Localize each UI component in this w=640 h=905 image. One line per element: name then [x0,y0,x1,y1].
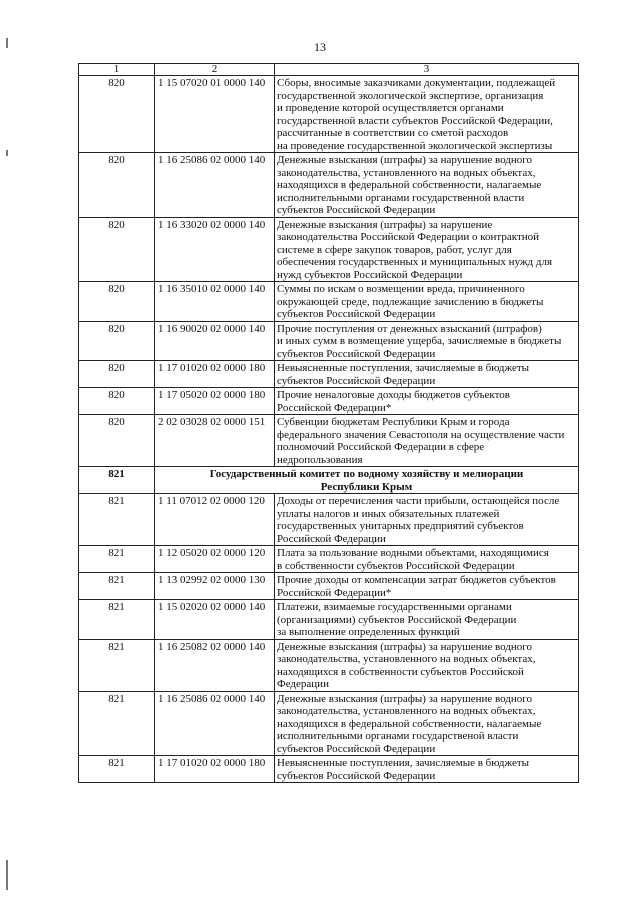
description-line: законодательства, установленного на водных объектах, [277,705,536,717]
description-line: субъектов Российской Федерации [277,769,436,782]
description-line: рассчитанные в соответствии со сметой расходов [277,127,509,139]
description-line: и иных сумм в возмещение ущерба, зачисляемые в бюджеты [277,335,562,347]
description-line: Прочие неналоговые доходы бюджетов субъектов [277,389,510,401]
description-line: законодательства, установленного на водных объектах, [277,653,536,665]
description-line: нужд субъектов Российской Федерации [277,268,463,281]
description-line: Прочие доходы от компенсации затрат бюджетов субъектов [277,574,556,586]
description-line: Денежные взыскания (штрафы) за нарушение [277,218,493,231]
description-line: законодательства, установленного на водных объектах, [277,166,536,179]
table-row [79,321,579,361]
budget-classification-code-cell: 1 16 25082 02 0000 140 [155,639,275,691]
description-line: и проведение которой осуществляется органами [277,102,504,114]
budget-classification-code-cell: 1 16 90020 02 0000 140 [155,321,275,361]
description-line: Невыясненные поступления, зачисляемые в бюджеты [277,362,530,374]
description-line: субъектов Российской Федерации [277,204,436,216]
description-line: законодательства Российской Федерации о контрактной [277,231,540,243]
description-line: федерального значения Севастополя на осуществление части [277,428,565,441]
revenue-description-cell [275,600,579,640]
table-row [79,573,579,600]
description-line: системе в сфере закупок товаров, работ, услуг для [277,243,512,256]
table-row [79,217,579,282]
table-row [79,153,579,218]
budget-classification-code-cell: 1 16 33020 02 0000 140 [155,217,275,282]
revenue-description-cell [275,573,579,600]
revenue-description-cell [275,361,579,388]
budget-classification-code-cell: 1 11 07012 02 0000 120 [155,494,275,546]
budget-classification-code-cell: 1 16 35010 02 0000 140 [155,282,275,322]
description-line: Субвенции бюджетам Республики Крым и города [277,416,510,428]
admin-code-cell: 821 [79,639,155,691]
budget-classification-code-cell: 1 17 05020 02 0000 180 [155,388,275,415]
description-line: Российской Федерации [277,532,386,545]
description-line: Денежные взыскания (штрафы) за нарушение водного [277,154,533,166]
page-number: 13 [314,40,326,54]
description-line: обеспечения государственных и муниципальных нужд для [277,256,553,268]
description-line: исполнительными органами государственной власти [277,191,525,204]
revenue-codes-table [78,63,579,783]
budget-classification-code-cell: 1 17 01020 02 0000 180 [155,361,275,388]
description-line: Сборы, вносимые заказчиками документации, подлежащей [277,77,556,89]
table-row [79,600,579,640]
description-line: недропользования [277,453,363,466]
section-title-line: Государственный комитет по водному хозяйству и мелиорации [209,468,524,480]
revenue-description-cell [275,639,579,691]
table-row [79,494,579,546]
revenue-description-cell [275,415,579,467]
description-line: Прочие поступления от денежных взысканий (штрафов) [277,322,542,335]
table-row [79,639,579,691]
description-line: государственной экологической экспертизе, организация [277,89,544,102]
description-line: Денежные взыскания (штрафы) за нарушение водного [277,640,533,653]
revenue-description-cell [275,76,579,153]
admin-code-cell: 820 [79,361,155,388]
admin-code-cell: 821 [79,573,155,600]
table-row [79,546,579,573]
column-number-row [79,64,579,76]
admin-code-cell: 820 [79,153,155,218]
description-line: субъектов Российской Федерации [277,347,436,360]
admin-code-cell: 820 [79,388,155,415]
description-line: за выполнение определенных функций [277,626,460,638]
description-line: субъектов Российской Федерации [277,308,436,320]
admin-code-cell: 820 [79,321,155,361]
description-line: Плата за пользование водными объектами, находящимися [277,547,549,559]
description-line: Российской Федерации* [277,586,392,599]
description-line: Федерации [277,678,329,690]
description-line: государственной власти субъектов Российской Федерации, [277,114,553,127]
budget-classification-code-cell: 1 16 25086 02 0000 140 [155,691,275,756]
table-row [79,76,579,153]
revenue-description-cell [275,321,579,361]
column-number-1: 1 [79,64,155,76]
description-line: государственных унитарных предприятий субъектов [277,520,524,532]
admin-code-cell: 821 [79,756,155,783]
description-line: находящихся в собственности субъектов Российской [277,665,524,678]
table-row [79,282,579,322]
description-line: находящихся в федеральной собственности, налагаемые [277,717,542,730]
admin-code-cell: 820 [79,76,155,153]
budget-classification-code-cell: 1 16 25086 02 0000 140 [155,153,275,218]
admin-code-cell: 821 [79,691,155,756]
budget-classification-code-cell: 1 12 05020 02 0000 120 [155,546,275,573]
admin-code-cell: 821 [79,546,155,573]
description-line: Невыясненные поступления, зачисляемые в бюджеты [277,757,530,769]
description-line: (организациями) субъектов Российской Федерации [277,613,517,626]
revenue-description-cell [275,282,579,322]
section-title-line: Республики Крым [320,480,413,493]
table-row [79,691,579,756]
revenue-description-cell [275,217,579,282]
description-line: окружающей среде, подлежащие зачислению в бюджеты [277,295,544,308]
revenue-description-cell [275,546,579,573]
description-line: Платежи, взимаемые государственными органами [277,601,512,613]
revenue-description-cell [275,153,579,218]
budget-classification-code-cell: 1 15 02020 02 0000 140 [155,600,275,640]
budget-classification-code-cell: 1 15 07020 01 0000 140 [155,76,275,153]
scan-edge-marks [6,0,8,905]
description-line: в собственности субъектов Российской Федерации [277,559,515,572]
revenue-description-cell [275,691,579,756]
description-line: исполнительными органами государственой власти [277,730,519,742]
budget-classification-code-cell: 1 17 01020 02 0000 180 [155,756,275,783]
description-line: субъектов Российской Федерации [277,374,436,387]
description-line: субъектов Российской Федерации [277,742,436,755]
description-line: Денежные взыскания (штрафы) за нарушение водного [277,692,533,705]
description-line: полномочий Российской Федерации в сфере [277,441,485,453]
table-row [79,388,579,415]
revenue-description-cell [275,494,579,546]
revenue-description-cell [275,388,579,415]
column-number-3: 3 [275,64,579,76]
column-number-2: 2 [155,64,275,76]
budget-classification-code-cell: 1 13 02992 02 0000 130 [155,573,275,600]
table-row [79,361,579,388]
admin-code-cell: 820 [79,217,155,282]
description-line: Доходы от перечисления части прибыли, остающейся после [277,495,560,507]
section-header-row [79,467,579,494]
description-line: на проведение государственной экологической экспертизы [277,139,553,152]
admin-code-cell: 821 [79,494,155,546]
budget-classification-code-cell: 2 02 03028 02 0000 151 [155,415,275,467]
admin-code-cell: 821 [79,467,155,494]
section-title-cell [155,467,579,494]
admin-code-cell: 820 [79,282,155,322]
table-row [79,415,579,467]
revenue-description-cell [275,756,579,783]
admin-code-cell: 820 [79,415,155,467]
admin-code-cell: 821 [79,600,155,640]
description-line: Российской Федерации* [277,401,392,414]
table-row [79,756,579,783]
description-line: уплаты налогов и иных обязательных платежей [277,507,500,520]
description-line: находящихся в федеральной собственности, налагаемые [277,179,542,191]
description-line: Суммы по искам о возмещении вреда, причиненного [277,283,525,295]
